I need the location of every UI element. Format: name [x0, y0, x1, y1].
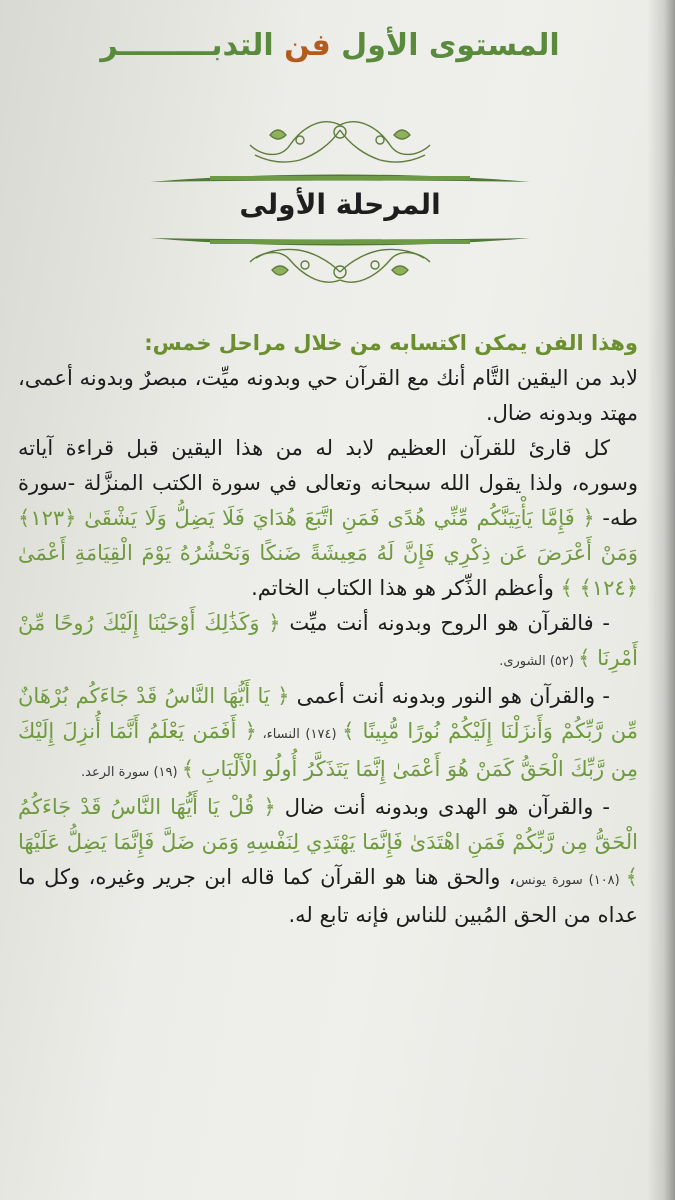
- paragraph-spirit: [18, 606, 638, 679]
- section-title: المرحلة الأولى: [239, 188, 441, 221]
- quran-verse-nisa: ﴿ يَا أَيُّهَا النَّاسُ قَدْ جَاءَكُم بُرْهَانٌ مِّن رَّبِّكُمْ وَأَنزَلْنَا إِلَيْكُمْ نُورًا مُّبِينًا ﴾: [18, 684, 638, 743]
- quran-verse-yunus: ﴿ قُلْ يَا أَيُّهَا النَّاسُ قَدْ جَاءَكُمُ الْحَقُّ مِن رَّبِّكُمْ فَمَنِ اهْتَدَىٰ فَإِنَّمَا يَهْتَدِي لِنَفْسِهِ وَمَن ضَلَّ فَإِنَّمَا يَضِلُّ عَلَيْهَا ﴾: [18, 795, 638, 889]
- reference-yunus: (١٠٨) سورة يونس: [515, 873, 626, 888]
- intro-line: وهذا الفن يمكن اكتسابه من خلال مراحل خمس:: [144, 331, 638, 355]
- paragraph-guidance-text: - والقرآن هو الهدى وبدونه أنت ضال: [275, 795, 610, 819]
- running-header: [60, 28, 600, 78]
- paragraph-guidance: [18, 790, 638, 933]
- paragraph-taha: [18, 431, 638, 606]
- quran-verse-shura: ﴿ وَكَذَٰلِكَ أَوْحَيْنَا إِلَيْكَ رُوحًا مِّنْ أَمْرِنَا ﴾: [18, 611, 638, 670]
- page-fold-shadow: [647, 0, 675, 1200]
- paragraph-taha-text: كل قارئ للقرآن العظيم لابد له من هذا اليقين قبل قراءة آياته وسوره، ولذا يقول الله سبحانه وتعالى في سورة الكتب المنزَّلة -سورة طه-: [18, 436, 638, 530]
- header-text-start: المستوى الأول: [330, 28, 560, 63]
- paragraph-taha-end: وأعظم الذِّكر هو هذا الكتاب الخاتم.: [251, 576, 561, 600]
- quran-verse-raad: ﴿ أَفَمَن يَعْلَمُ أَنَّمَا أُنزِلَ إِلَيْكَ مِن رَّبِّكَ الْحَقُّ كَمَنْ هُوَ أَعْمَىٰ إِنَّمَا يَتَذَكَّرُ أُولُو الْأَلْبَابِ ﴾: [18, 719, 638, 781]
- quran-verse-taha: ﴿ فَإِمَّا يَأْتِيَنَّكُم مِّنِّي هُدًى فَمَنِ اتَّبَعَ هُدَايَ فَلَا يَضِلُّ وَلَا يَشْقَىٰ ﴿١٢٣﴾ وَمَنْ أَعْرَضَ عَن ذِكْرِي فَإِنَّ لَهُ مَعِيشَةً ضَنكًا وَنَحْشُرُهُ يَوْمَ الْقِيَامَةِ أَعْمَىٰ ﴿١٢٤﴾ ﴾: [18, 506, 638, 600]
- header-text-end: التدبـــــــــر: [100, 28, 285, 63]
- body-text: [18, 326, 638, 933]
- bottom-flourish: [250, 249, 430, 282]
- reference-nisa: (١٧٤) النساء،: [256, 727, 343, 742]
- header-highlight: فن: [284, 28, 331, 63]
- paragraph-light-text: - والقرآن هو النور وبدونه أنت أعمى: [289, 684, 610, 708]
- paragraph-spirit-text: - فالقرآن هو الروح وبدونه أنت ميِّت: [280, 611, 610, 635]
- paragraph-light: [18, 679, 638, 790]
- top-flourish: [250, 122, 430, 162]
- reference-shura: (٥٢) الشورى.: [499, 654, 579, 669]
- reference-raad: (١٩) سورة الرعد.: [81, 765, 182, 780]
- paragraph-certainty: لابد من اليقين التَّام أنك مع القرآن حي وبدونه ميِّت، مبصرٌ وبدونه أعمى، مهتد وبدونه ضال.: [18, 366, 638, 425]
- paragraph-guidance-end: ، والحق هنا هو القرآن كما قاله ابن جرير وغيره، وكل ما عداه من الحق المُبين للناس فإنه تابع له.: [18, 865, 638, 927]
